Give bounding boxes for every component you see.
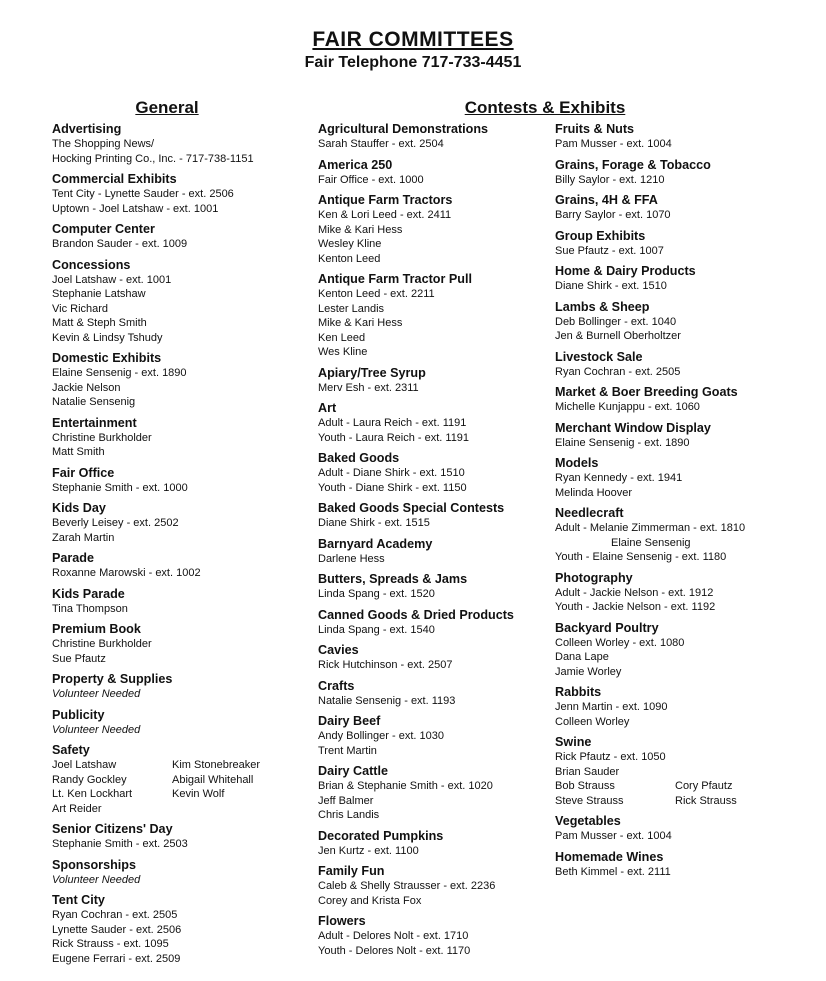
committee-member: Bob Strauss [555, 780, 615, 792]
committee-member: Linda Spang - ext. 1520 [318, 588, 435, 600]
committee-domestic-exhibits [52, 351, 297, 410]
committee-member-row [52, 802, 297, 817]
committee-decorated-pumpkins [318, 829, 548, 859]
committee-backyard-poultry [555, 621, 820, 680]
committee-title: Safety [52, 743, 90, 757]
committee-member: Hocking Printing Co., Inc. - 717-738-1151 [52, 152, 254, 165]
committee-family-fun [318, 864, 548, 908]
committee-member: Vic Richard [52, 302, 109, 315]
committee-title: Baked Goods Special Contests [318, 501, 505, 515]
committee-member: Corey and Krista Fox [318, 894, 422, 907]
committee-canned-goods-dried-products [318, 608, 548, 638]
committee-title: Property & Supplies [52, 672, 173, 686]
committee-member: Rick Pfautz - ext. 1050 [555, 751, 666, 763]
committee-homemade-wines [555, 850, 820, 880]
committee-grains-4h-ffa [555, 193, 820, 223]
committee-title: Canned Goods & Dried Products [318, 607, 514, 622]
committee-title: Flowers [318, 914, 366, 928]
committee-member: Sue Pfautz - ext. 1007 [555, 244, 664, 257]
committee-member: Joel Latshaw [52, 759, 117, 771]
committee-member: Adult - Delores Nolt - ext. 1710 [318, 930, 469, 942]
committee-member: Ken & Lori Leed - ext. 2411 [318, 209, 452, 221]
committee-member: Volunteer Needed [52, 688, 141, 700]
committee-member: Adult - Laura Reich - ext. 1191 [318, 417, 467, 429]
committee-home-dairy-products [555, 264, 820, 294]
committee-title: Antique Farm Tractors [318, 193, 453, 207]
general-column [52, 122, 297, 972]
committee-baked-goods [318, 451, 548, 495]
committee-title: Merchant Window Display [555, 420, 711, 435]
committee-baked-goods-special-contests [318, 501, 548, 531]
committee-member: Kenton Leed - ext. 2211 [318, 288, 435, 300]
committee-dairy-cattle [318, 764, 548, 823]
committee-safety [52, 743, 297, 816]
committee-member: Diane Shirk - ext. 1510 [555, 280, 667, 292]
committee-title: Dairy Beef [318, 714, 381, 728]
committee-member: Youth - Diane Shirk - ext. 1150 [318, 481, 467, 494]
committee-fruits-nuts [555, 122, 820, 152]
committee-publicity [52, 708, 297, 738]
committee-title: Butters, Spreads & Jams [318, 572, 468, 586]
committee-member: Youth - Jackie Nelson - ext. 1192 [555, 601, 716, 613]
committee-member: Elaine Sensenig [611, 536, 691, 549]
committee-member: Pam Musser - ext. 1004 [555, 830, 672, 842]
committee-member: Stephanie Latshaw [52, 288, 146, 300]
committee-title: Vegetables [555, 814, 621, 828]
committee-title: Backyard Poultry [555, 620, 659, 635]
committee-title: Commercial Exhibits [52, 172, 177, 186]
committee-member: Rick Strauss [675, 794, 737, 807]
committee-antique-farm-tractor-pull [318, 272, 548, 360]
committee-group-exhibits [555, 229, 820, 259]
committee-member: Jeff Balmer [318, 794, 374, 807]
committee-member: Melinda Hoover [555, 486, 633, 499]
committee-title: Photography [555, 570, 633, 585]
committee-title: Advertising [52, 122, 122, 136]
committee-member-row [52, 758, 297, 773]
committee-market-boer-breeding-goats [555, 385, 820, 415]
committee-member-row [555, 779, 820, 794]
committee-premium-book [52, 622, 297, 666]
committee-fair-office [52, 466, 297, 496]
committee-kids-day [52, 501, 297, 545]
committee-title: Fruits & Nuts [555, 122, 635, 136]
committee-title: Domestic Exhibits [52, 351, 162, 365]
committee-member: Volunteer Needed [52, 873, 141, 886]
committee-member: Adult - Diane Shirk - ext. 1510 [318, 467, 465, 479]
committee-tent-city [52, 893, 297, 966]
committee-title: Rabbits [555, 685, 602, 699]
committee-advertising [52, 122, 297, 166]
committee-member: Trent Martin [318, 744, 377, 757]
committee-title: Publicity [52, 707, 105, 722]
committee-member: Jackie Nelson [52, 381, 121, 394]
committee-lambs-sheep [555, 300, 820, 344]
committee-member: Youth - Delores Nolt - ext. 1170 [318, 944, 471, 957]
committee-computer-center [52, 222, 297, 252]
committee-title: Premium Book [52, 622, 141, 636]
committee-concessions [52, 258, 297, 346]
committee-member: Andy Bollinger - ext. 1030 [318, 730, 444, 742]
committee-member: Jamie Worley [555, 665, 622, 678]
committee-flowers [318, 914, 548, 958]
committee-cavies [318, 643, 548, 673]
committee-member: Tent City - Lynette Sauder - ext. 2506 [52, 188, 234, 200]
committee-parade [52, 551, 297, 581]
committee-commercial-exhibits [52, 172, 297, 216]
committee-member-row [555, 794, 820, 809]
committee-title: Tent City [52, 893, 105, 907]
committee-member: Ryan Cochran - ext. 2505 [555, 365, 681, 378]
committee-title: Market & Boer Breeding Goats [555, 385, 738, 399]
committee-member: Randy Gockley [52, 773, 127, 786]
committee-member-row [52, 787, 297, 802]
committee-member: Kevin & Lindsy Tshudy [52, 331, 163, 344]
committee-member: Pam Musser - ext. 1004 [555, 138, 672, 150]
committee-member: Beth Kimmel - ext. 2111 [555, 865, 671, 878]
committee-member: Deb Bollinger - ext. 1040 [555, 315, 677, 328]
committee-grains-forage-tobacco [555, 158, 820, 188]
committee-crafts [318, 679, 548, 709]
committee-member: Brandon Sauder - ext. 1009 [52, 238, 188, 250]
committee-member: Colleen Worley [555, 715, 630, 728]
committee-member: Matt & Steph Smith [52, 317, 147, 329]
committee-title: Grains, 4H & FFA [555, 193, 658, 207]
committee-swine [555, 735, 820, 808]
committee-butters-spreads-jams [318, 572, 548, 602]
committee-member: Natalie Sensenig [52, 396, 136, 408]
committee-member: Youth - Laura Reich - ext. 1191 [318, 431, 470, 444]
committee-member: Adult - Jackie Nelson - ext. 1912 [555, 586, 714, 599]
committee-title: Sponsorships [52, 857, 136, 872]
committee-member: Sue Pfautz [52, 652, 106, 665]
committee-title: America 250 [318, 157, 393, 172]
committee-title: Group Exhibits [555, 228, 646, 243]
committee-member: Cory Pfautz [675, 780, 733, 792]
committee-member: Caleb & Shelly Strausser - ext. 2236 [318, 880, 496, 892]
committee-title: Homemade Wines [555, 849, 664, 864]
committee-kids-parade [52, 587, 297, 617]
committee-member: Kevin Wolf [172, 788, 225, 800]
committee-member: Beverly Leisey - ext. 2502 [52, 517, 179, 529]
committee-barnyard-academy [318, 537, 548, 567]
committee-vegetables [555, 814, 820, 844]
committee-title: Livestock Sale [555, 349, 643, 364]
committee-title: Needlecraft [555, 506, 624, 520]
committee-member: Joel Latshaw - ext. 1001 [52, 273, 172, 286]
contests-right-column [555, 122, 820, 885]
committee-title: Crafts [318, 678, 355, 693]
committee-member: Matt Smith [52, 446, 105, 458]
committee-member: Rick Hutchinson - ext. 2507 [318, 659, 453, 671]
committee-member: Jen Kurtz - ext. 1100 [318, 844, 419, 857]
committee-title: Barnyard Academy [318, 536, 433, 551]
committee-title: Art [318, 401, 337, 415]
committee-member: Tina Thompson [52, 602, 128, 615]
committee-title: Computer Center [52, 222, 155, 236]
committee-entertainment [52, 416, 297, 460]
committee-member: Lt. Ken Lockhart [52, 788, 133, 800]
committee-member: Kim Stonebreaker [172, 759, 261, 771]
committee-member: Mike & Kari Hess [318, 223, 403, 236]
committee-member: Dana Lape [555, 651, 609, 663]
committee-member: Chris Landis [318, 809, 380, 821]
committee-needlecraft [555, 506, 820, 565]
committee-member: Adult - Melanie Zimmerman - ext. 1810 [555, 522, 746, 534]
committee-member: Diane Shirk - ext. 1515 [318, 517, 430, 529]
contests-left-column [318, 122, 548, 964]
committee-member: Merv Esh - ext. 2311 [318, 381, 419, 394]
committee-title: Swine [555, 735, 592, 749]
committee-sponsorships [52, 858, 297, 888]
committee-member: Abigail Whitehall [172, 773, 254, 786]
committee-member: Zarah Martin [52, 531, 115, 544]
committee-member: Jenn Martin - ext. 1090 [555, 701, 668, 713]
committee-member: Darlene Hess [318, 552, 385, 565]
committee-member: Steve Strauss [555, 794, 624, 807]
committee-title: Lambs & Sheep [555, 299, 650, 314]
committee-member: Rick Strauss - ext. 1095 [52, 938, 169, 950]
committee-member: Barry Saylor - ext. 1070 [555, 209, 671, 221]
committee-title: Fair Office [52, 465, 115, 480]
committee-senior-citizens-day [52, 822, 297, 852]
committee-title: Models [555, 456, 599, 470]
committee-member: Volunteer Needed [52, 723, 141, 736]
committee-member: Christine Burkholder [52, 638, 152, 650]
committee-member: Stephanie Smith - ext. 2503 [52, 838, 188, 850]
committee-title: Decorated Pumpkins [318, 828, 444, 843]
committee-apiary-tree-syrup [318, 366, 548, 396]
committee-title: Apiary/Tree Syrup [318, 365, 426, 380]
general-heading: General [135, 98, 199, 117]
committee-title: Grains, Forage & Tobacco [555, 157, 711, 172]
committee-title: Antique Farm Tractor Pull [318, 272, 472, 286]
committee-member: Lynette Sauder - ext. 2506 [52, 923, 182, 936]
committee-member: Colleen Worley - ext. 1080 [555, 636, 685, 649]
committee-title: Concessions [52, 257, 131, 272]
committee-member: Art Reider [52, 802, 102, 815]
committee-title: Baked Goods [318, 451, 400, 465]
committee-dairy-beef [318, 714, 548, 758]
committee-title: Dairy Cattle [318, 764, 388, 778]
committee-member: Brian & Stephanie Smith - ext. 1020 [318, 780, 493, 792]
committee-member: Natalie Sensenig - ext. 1193 [318, 694, 456, 707]
committee-member: Fair Office - ext. 1000 [318, 173, 424, 186]
committee-member: Linda Spang - ext. 1540 [318, 623, 435, 636]
committee-title: Senior Citizens' Day [52, 822, 173, 836]
committee-art [318, 401, 548, 445]
committee-merchant-window-display [555, 421, 820, 451]
committee-title: Cavies [318, 643, 359, 657]
committee-rabbits [555, 685, 820, 729]
committee-title: Agricultural Demonstrations [318, 122, 489, 136]
committee-member: Jen & Burnell Oberholtzer [555, 330, 681, 342]
committee-member: Kenton Leed [318, 252, 381, 265]
fair-telephone: Fair Telephone 717-733-4451 [304, 54, 522, 71]
committee-member: Billy Saylor - ext. 1210 [555, 173, 665, 186]
committee-member: Michelle Kunjappu - ext. 1060 [555, 401, 700, 413]
committee-title: Home & Dairy Products [555, 264, 696, 278]
committee-member-row [52, 773, 297, 788]
committee-member: Wesley Kline [318, 238, 382, 250]
committee-antique-farm-tractors [318, 193, 548, 266]
committee-member: Brian Sauder [555, 765, 620, 778]
committee-member: Uptown - Joel Latshaw - ext. 1001 [52, 202, 219, 215]
committee-models [555, 456, 820, 500]
committee-title: Kids Parade [52, 586, 125, 601]
committee-title: Parade [52, 551, 95, 565]
committee-member: Wes Kline [318, 346, 368, 358]
committee-member: Sarah Stauffer - ext. 2504 [318, 138, 444, 150]
committee-member: The Shopping News/ [52, 138, 155, 150]
committee-member: Youth - Elaine Sensenig - ext. 1180 [555, 551, 727, 563]
page-title: FAIR COMMITTEES [312, 28, 514, 51]
committee-member: Ryan Kennedy - ext. 1941 [555, 472, 683, 484]
committee-livestock-sale [555, 350, 820, 380]
committee-member: Ken Leed [318, 331, 366, 344]
contests-heading: Contests & Exhibits [464, 98, 626, 117]
committee-member: Stephanie Smith - ext. 1000 [52, 481, 188, 494]
committee-member: Christine Burkholder [52, 431, 152, 444]
committee-member: Lester Landis [318, 302, 385, 315]
committee-title: Kids Day [52, 501, 106, 515]
committee-title: Entertainment [52, 415, 137, 430]
committee-property-supplies [52, 672, 297, 702]
committee-agricultural-demonstrations [318, 122, 548, 152]
committee-title: Family Fun [318, 864, 385, 878]
committee-photography [555, 571, 820, 615]
committee-america-250 [318, 158, 548, 188]
committee-member: Eugene Ferrari - ext. 2509 [52, 952, 181, 965]
committee-member: Elaine Sensenig - ext. 1890 [555, 436, 690, 449]
committee-member: Elaine Sensenig - ext. 1890 [52, 367, 187, 379]
committee-member: Ryan Cochran - ext. 2505 [52, 909, 178, 921]
committee-member: Roxanne Marowski - ext. 1002 [52, 567, 201, 579]
committee-member: Mike & Kari Hess [318, 317, 403, 329]
